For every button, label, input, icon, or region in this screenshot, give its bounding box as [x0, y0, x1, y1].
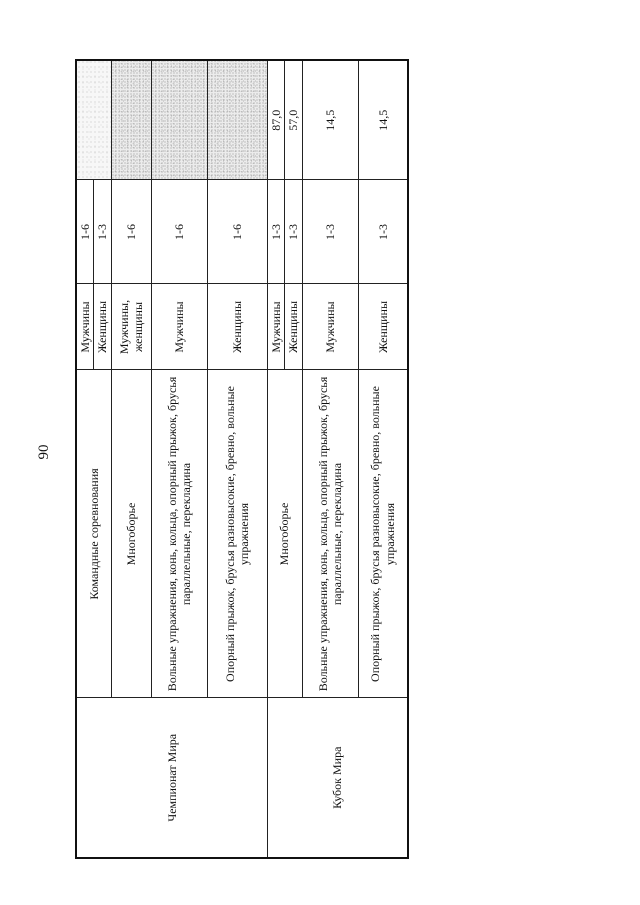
- gender-cell: Мужчины: [302, 284, 358, 370]
- gender-cell: Женщины: [94, 284, 111, 370]
- gender-cell: Мужчины: [267, 284, 284, 370]
- program-cell: Вольные упражнения, конь, кольца, опорный прыжок, брусья параллельные, перекладина: [151, 370, 207, 698]
- places-cell: 1-6: [76, 180, 94, 284]
- points-cell: 57,0: [285, 60, 302, 180]
- places-cell: 1-3: [302, 180, 358, 284]
- places-cell: 1-3: [285, 180, 302, 284]
- places-cell: 1-3: [94, 180, 111, 284]
- gender-cell: Мужчины: [151, 284, 207, 370]
- program-cell: Многоборье: [111, 370, 151, 698]
- results-table: [75, 59, 409, 859]
- table-row: [267, 60, 284, 858]
- page-number: 90: [36, 444, 52, 460]
- competition-cell: Кубок Мира: [267, 698, 408, 858]
- table-row: [76, 60, 94, 858]
- places-cell: 1-3: [358, 180, 408, 284]
- rotated-table-wrapper: [75, 61, 401, 859]
- places-cell: 1-3: [267, 180, 284, 284]
- points-cell: [151, 60, 207, 180]
- gender-cell: Мужчины: [76, 284, 94, 370]
- points-cell: [207, 60, 267, 180]
- program-cell: Вольные упражнения, конь, кольца, опорный прыжок, брусья параллельные, перекладина: [302, 370, 358, 698]
- places-cell: 1-6: [111, 180, 151, 284]
- program-cell: Многоборье: [267, 370, 302, 698]
- gender-cell: Мужчины, женщины: [111, 284, 151, 370]
- competition-cell: Чемпионат Мира: [76, 698, 267, 858]
- points-cell: 14,5: [358, 60, 408, 180]
- program-cell: Командные соревнования: [76, 370, 111, 698]
- gender-cell: Женщины: [207, 284, 267, 370]
- places-cell: 1-6: [151, 180, 207, 284]
- points-cell: 14,5: [302, 60, 358, 180]
- program-cell: Опорный прыжок, брусья разновысокие, бревно, вольные упражнения: [358, 370, 408, 698]
- points-cell: 87,0: [267, 60, 284, 180]
- points-cell: [76, 60, 111, 180]
- gender-cell: Женщины: [358, 284, 408, 370]
- program-cell: Опорный прыжок, брусья разновысокие, бревно, вольные упражнения: [207, 370, 267, 698]
- places-cell: 1-6: [207, 180, 267, 284]
- points-cell: [111, 60, 151, 180]
- gender-cell: Женщины: [285, 284, 302, 370]
